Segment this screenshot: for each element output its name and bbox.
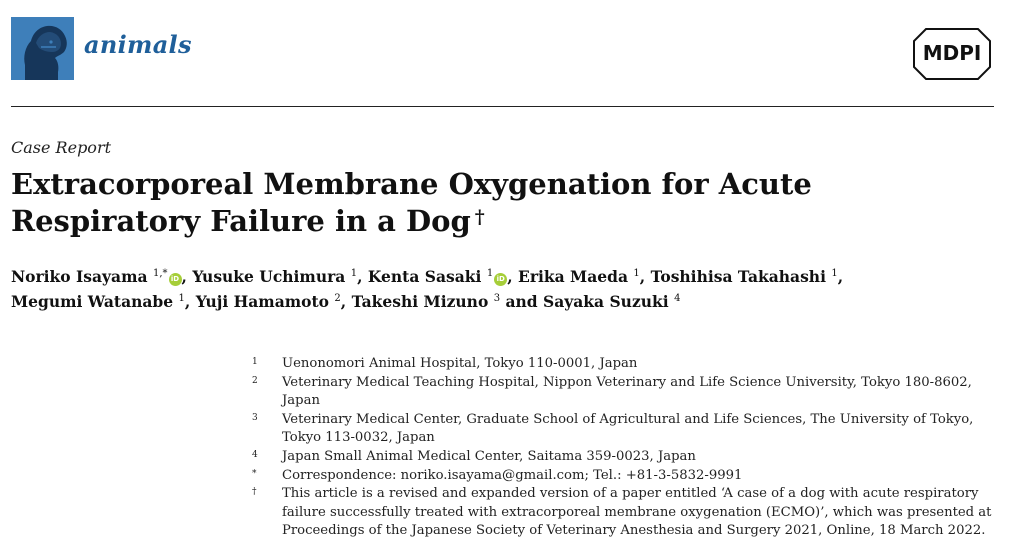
affiliation-mark: * — [252, 468, 257, 479]
author-separator: , — [507, 267, 513, 286]
author-name[interactable]: Noriko Isayama — [11, 267, 148, 286]
author-name[interactable]: Erika Maeda — [518, 267, 628, 286]
affiliation-mark: † — [252, 487, 257, 498]
author-affiliation-mark: 1,* — [152, 268, 168, 279]
author-affiliation-mark: 1 — [633, 268, 640, 279]
article-title-text: Extracorporeal Membrane Oxygenation for Acute Respiratory Failure in a Dog — [11, 167, 812, 238]
author — [518, 267, 645, 286]
author — [368, 267, 513, 286]
orcid-icon[interactable]: iD — [169, 273, 182, 286]
affiliation-mark: 2 — [252, 375, 258, 386]
affiliation-item — [252, 448, 1012, 467]
affiliation-mark: 4 — [252, 449, 258, 460]
gorilla-silhouette-icon — [11, 17, 74, 80]
affiliation-text: Veterinary Medical Teaching Hospital, Nippon Veterinary and Life Science University, Tokyo 180-8602, Japan — [282, 374, 972, 409]
affiliation-mark: 1 — [252, 357, 258, 367]
title-footnote-mark[interactable]: † — [474, 206, 485, 228]
author — [11, 267, 187, 286]
author-separator: , — [184, 292, 191, 311]
publisher-name: MDPI — [922, 41, 982, 65]
affiliation-list — [252, 355, 1012, 541]
affiliation-item — [252, 411, 1012, 448]
author-separator: , — [357, 267, 363, 286]
author-name[interactable]: Kenta Sasaki — [367, 267, 482, 286]
author-list — [11, 264, 1011, 314]
author-separator: and — [500, 292, 538, 311]
journal-name[interactable]: animals — [84, 30, 192, 59]
author-affiliation-mark: 2 — [334, 293, 341, 304]
orcid-icon[interactable]: iD — [494, 273, 507, 286]
author — [192, 267, 362, 286]
author-name[interactable]: Megumi Watanabe — [11, 292, 174, 311]
journal-logo[interactable] — [11, 17, 74, 80]
affiliation-text: Uenonomori Animal Hospital, Tokyo 110-0001, Japan — [282, 356, 638, 371]
author-affiliation-mark: 3 — [493, 293, 501, 304]
affiliation-text: Correspondence: noriko.isayama@gmail.com; Tel.: +81-3-5832-9991 — [282, 467, 743, 483]
author-name[interactable]: Yusuke Uchimura — [192, 267, 346, 286]
author — [352, 292, 538, 311]
author-separator: , — [181, 267, 187, 286]
author-affiliation-mark: 1 — [831, 268, 838, 279]
affiliation-text: This article is a revised and expanded version of a paper entitled ‘A case of a dog with acute respiratory failure successfully treated with extracorporeal membrane oxygenation (ECMO)’, which was presented at Proceedings of the Japanese Society of Veterinary Anesthesia and Surgery 2021, Online, 18 March 2022. — [282, 486, 992, 539]
author — [651, 267, 844, 286]
author-affiliation-mark: 1 — [486, 268, 494, 279]
author — [196, 292, 346, 311]
journal-header — [0, 0, 1024, 110]
author-separator: , — [639, 267, 646, 286]
author-separator: , — [837, 267, 844, 286]
affiliation-item — [252, 355, 1012, 374]
affiliation-item — [252, 374, 1012, 411]
author — [543, 292, 680, 311]
affiliation-text: Veterinary Medical Center, Graduate School of Agricultural and Life Sciences, The University of Tokyo, Tokyo 113-0032, Japan — [282, 411, 974, 446]
author-separator: , — [340, 292, 347, 311]
author-affiliation-mark: 1 — [178, 293, 185, 304]
affiliation-item — [252, 485, 1012, 541]
affiliation-item — [252, 467, 1012, 486]
affiliation-mark: 3 — [252, 412, 258, 423]
author — [11, 292, 190, 311]
author-name[interactable]: Toshihisa Takahashi — [650, 267, 826, 286]
article-type: Case Report — [11, 138, 112, 157]
author-name[interactable]: Yuji Hamamoto — [195, 292, 329, 311]
article-title — [11, 166, 991, 240]
author-affiliation-mark: 1 — [350, 268, 358, 279]
author-name[interactable]: Sayaka Suzuki — [543, 292, 669, 311]
affiliation-text: Japan Small Animal Medical Center, Saitama 359-0023, Japan — [282, 448, 696, 464]
author-name[interactable]: Takeshi Mizuno — [351, 292, 489, 311]
author-affiliation-mark: 4 — [674, 293, 681, 304]
mdpi-logo[interactable] — [912, 27, 992, 81]
header-divider — [11, 106, 994, 107]
